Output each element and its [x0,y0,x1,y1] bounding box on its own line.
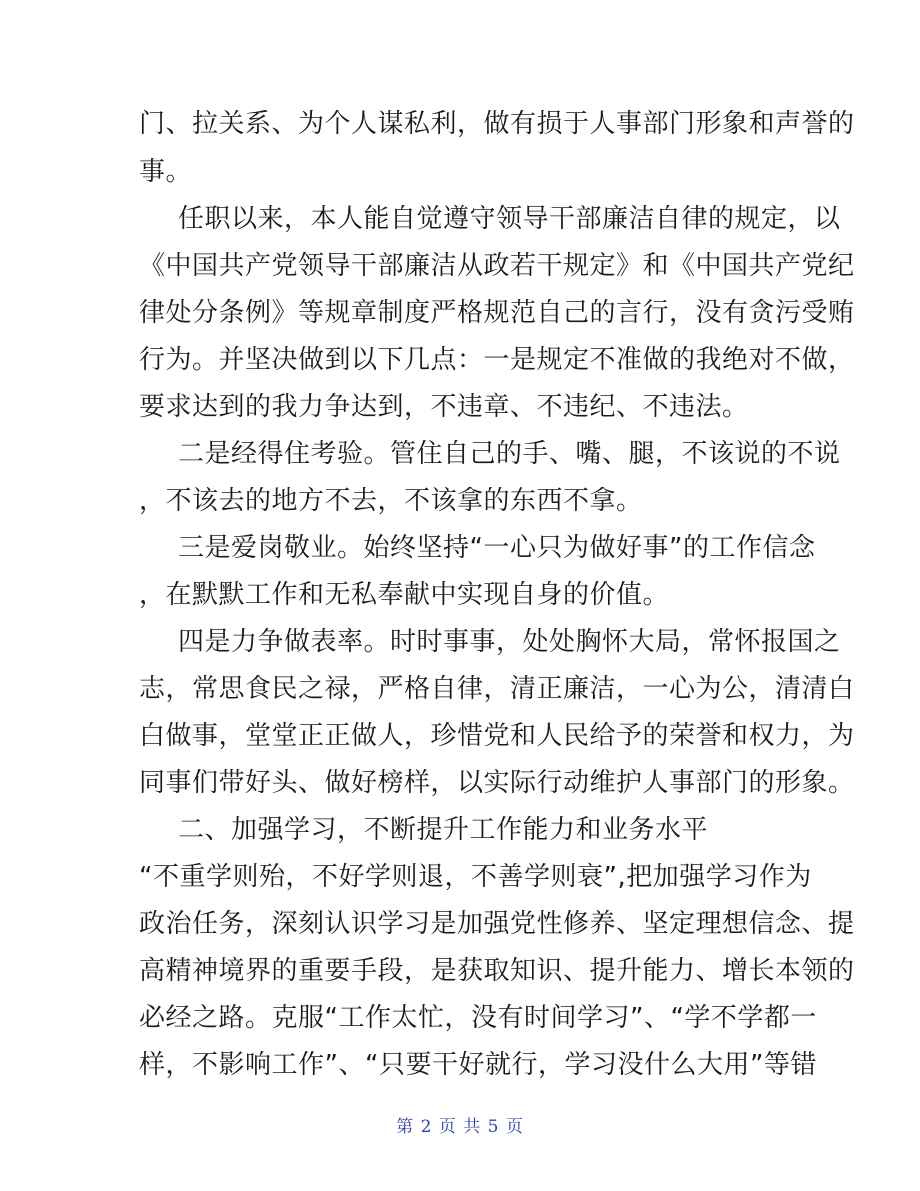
text-line: 二是经得住考验。管住自己的手、嘴、腿，不该说的不说 [178,439,841,469]
text-line: 白做事，堂堂正正做人，珍惜党和人民给予的荣誉和权力，为 [139,721,855,751]
text-line: ，不该去的地方不去，不该拿的东西不拿。 [139,486,643,516]
text-line: 三是爱岗敬业。始终坚持“一心只为做好事”的工作信念 [178,533,816,563]
text-line: 任职以来，本人能自觉遵守领导干部廉洁自律的规定，以 [178,204,841,234]
text-line: 高精神境界的重要手段，是获取知识、提升能力、增长本领的 [139,956,855,986]
page-number-footer: 第 2 页 共 5 页 [396,1117,524,1137]
text-line: 事。 [139,157,193,187]
section-heading: 二、加强学习，不断提升工作能力和业务水平 [178,815,709,845]
text-line: 门、拉关系、为个人谋私利，做有损于人事部门形象和声誉的 [139,109,855,139]
text-line: 行为。并坚决做到以下几点：一是规定不准做的我绝对不做， [139,345,855,375]
text-line: ，在默默工作和无私奉献中实现自身的价值。 [139,580,670,610]
text-line: 政治任务，深刻认识学习是加强党性修养、坚定理想信念、提 [139,909,855,939]
text-line: 必经之路。克服“工作太忙，没有时间学习”、“学不学都一 [139,1003,817,1033]
text-line: 同事们带好头、做好榜样，以实际行动维护人事部门的形象。 [139,768,855,798]
text-line: “不重学则殆，不好学则退，不善学则衰”,把加强学习作为 [139,862,812,892]
text-line: 律处分条例》等规章制度严格规范自己的言行，没有贪污受贿 [139,298,855,328]
text-line: 志，常思食民之禄，严格自律，清正廉洁，一心为公，清清白 [139,674,855,704]
text-line: 《中国共产党领导干部廉洁从政若干规定》和《中国共产党纪 [139,251,855,281]
text-line: 样，不影响工作”、“只要干好就行，学习没什么大用”等错 [139,1050,817,1080]
text-line: 四是力争做表率。时时事事，处处胸怀大局，常怀报国之 [178,627,841,657]
text-line: 要求达到的我力争达到，不违章、不违纪、不违法。 [139,392,749,422]
